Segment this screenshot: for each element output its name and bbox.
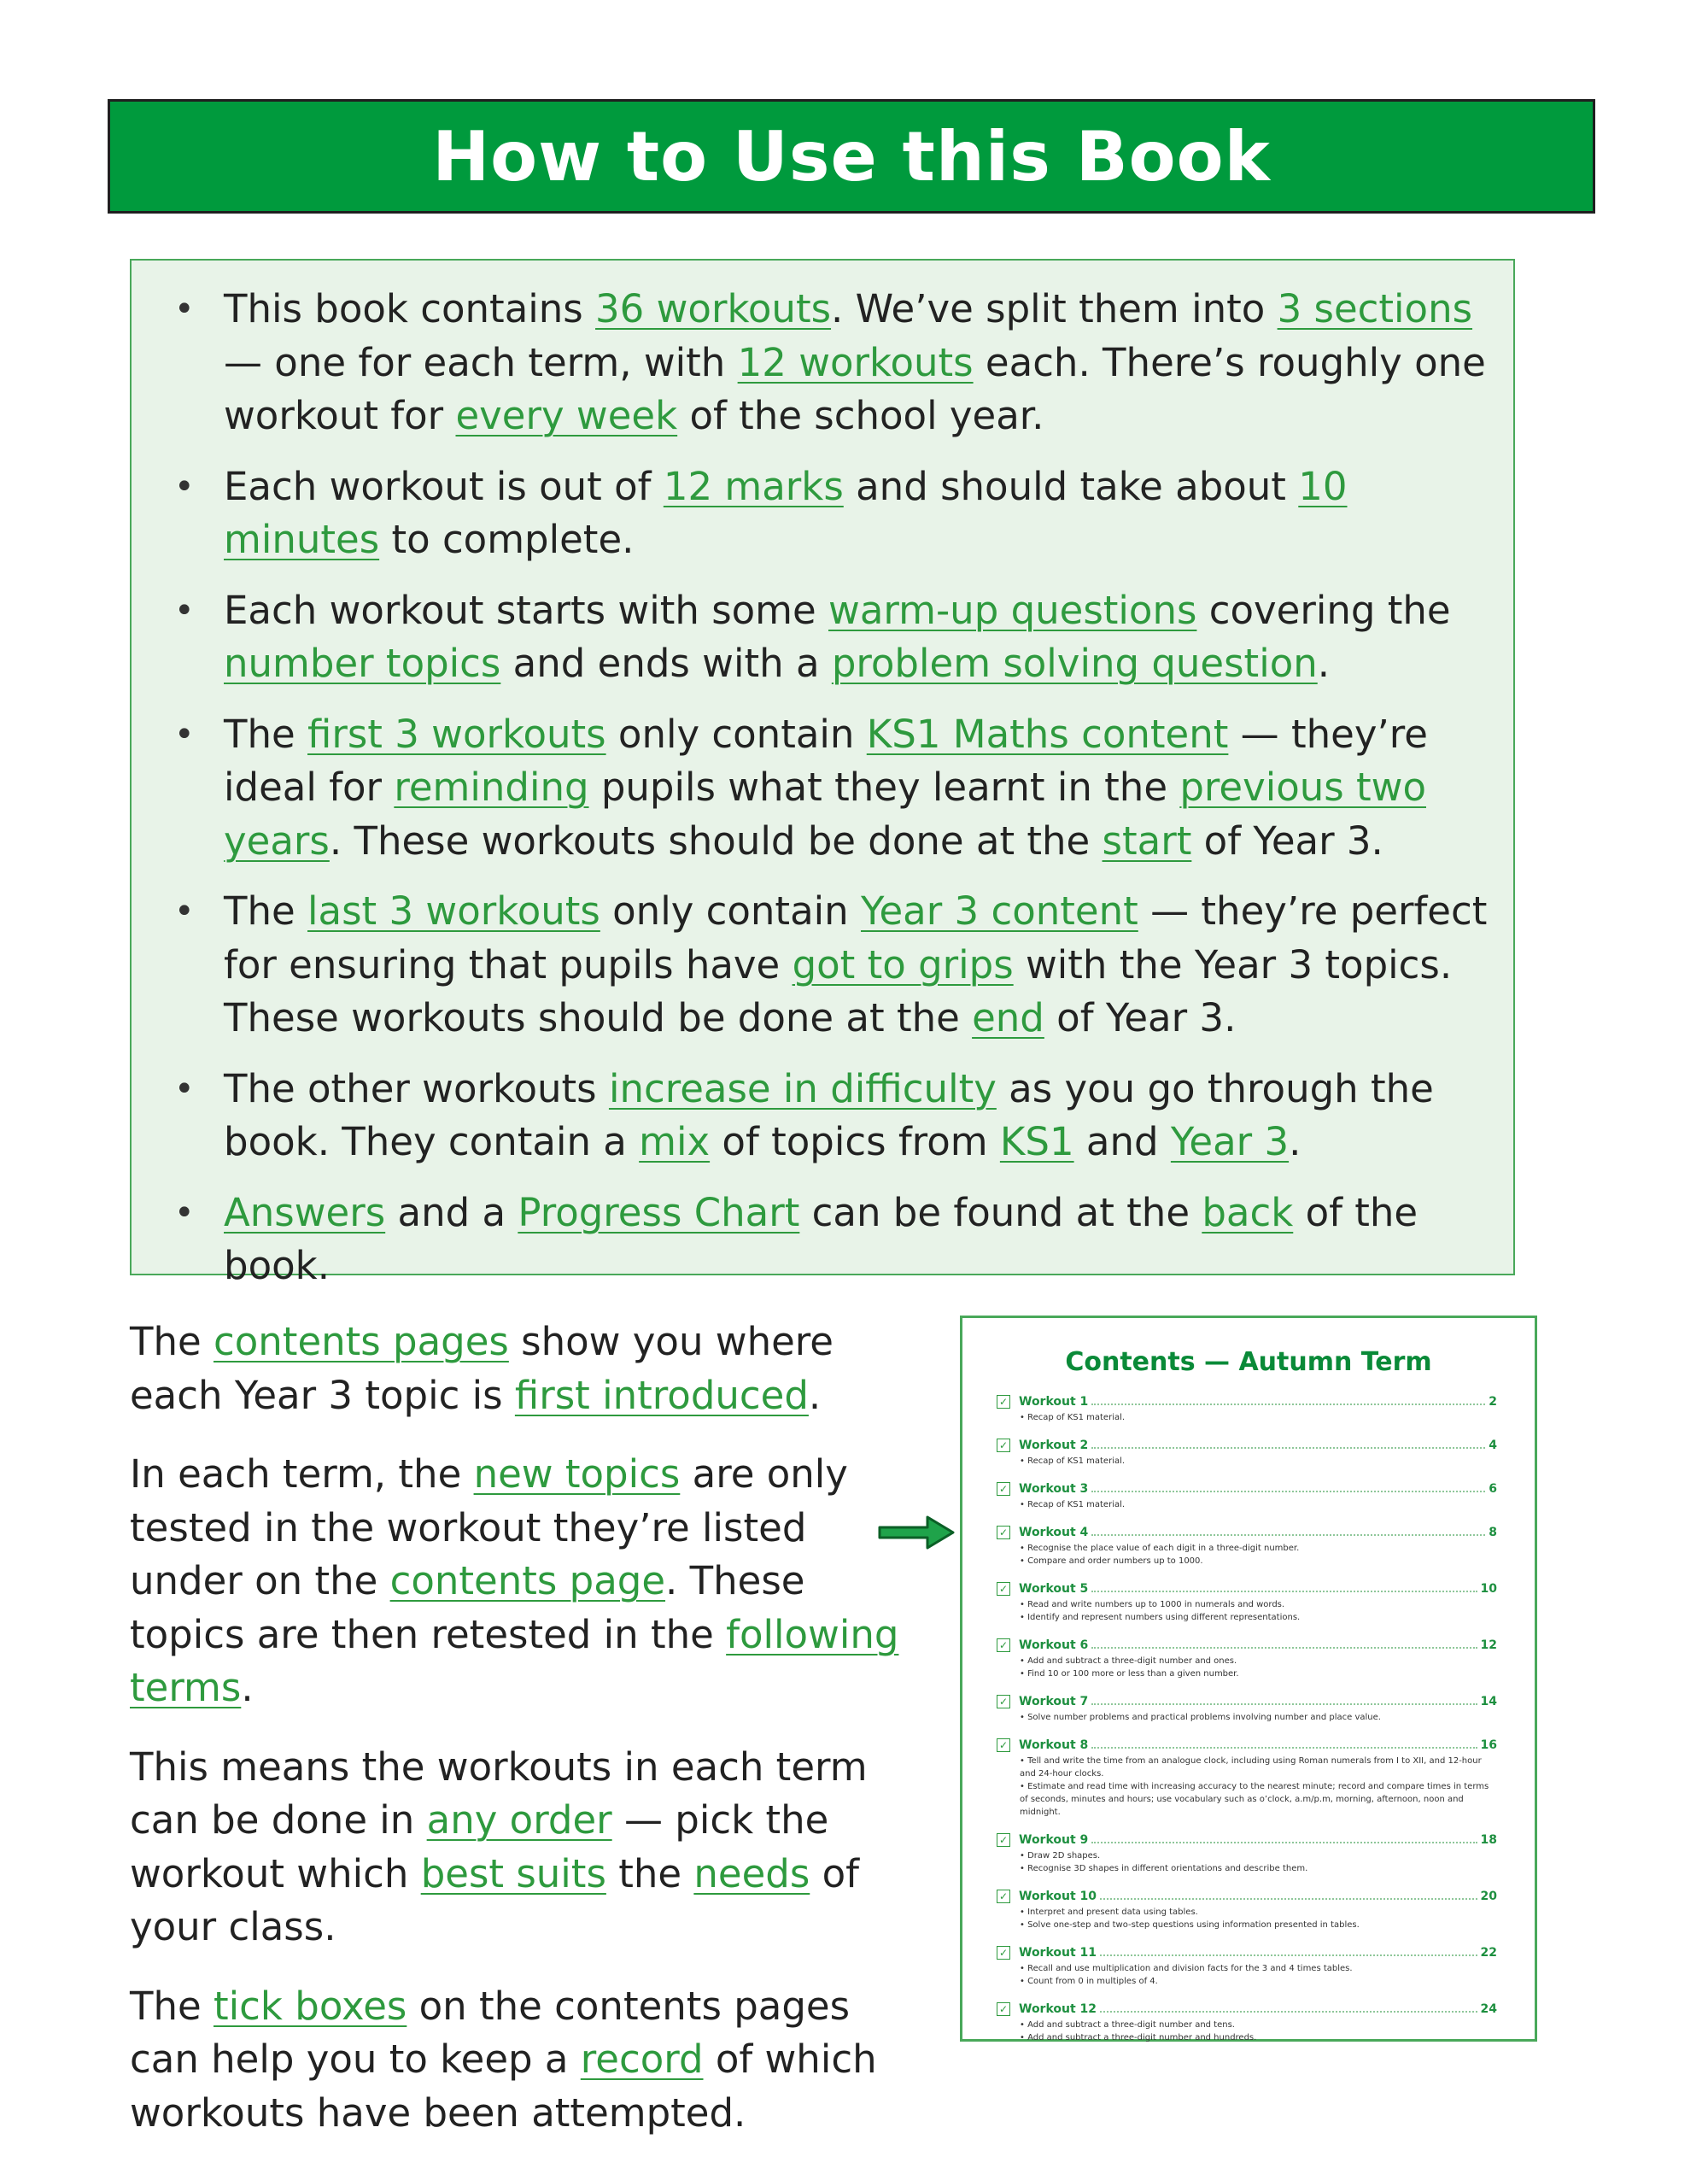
contents-entry-header xyxy=(997,1831,1497,1849)
highlighted-term: mix xyxy=(639,1119,711,1164)
highlighted-term: 36 workouts xyxy=(595,286,832,331)
tick-box-icon[interactable]: ✓ xyxy=(997,1439,1010,1452)
highlighted-term: 10 minutes xyxy=(224,463,1348,562)
text-run: of topics from xyxy=(710,1119,1000,1164)
topic-item: • Recognise the place value of each digit in a three-digit number. xyxy=(1020,1542,1497,1555)
tick-box-icon[interactable]: ✓ xyxy=(997,1638,1010,1652)
paragraph xyxy=(130,1980,924,2141)
explanation-text xyxy=(130,1316,924,2165)
bullet-icon: • xyxy=(174,714,195,754)
topic-list xyxy=(1020,2019,1497,2044)
topic-list xyxy=(1020,1849,1497,1875)
contents-entry-header xyxy=(997,1480,1497,1498)
page-number: 4 xyxy=(1489,1439,1497,1452)
highlighted-term: any order xyxy=(426,1797,612,1843)
workout-name: Workout 11 xyxy=(1019,1946,1097,1960)
workout-name: Workout 1 xyxy=(1019,1395,1089,1409)
text-run: on the contents pages can help you to keep a xyxy=(130,1983,851,2082)
text-run: Each workout is out of xyxy=(224,463,664,509)
highlighted-term: Year 3 xyxy=(1170,1119,1290,1164)
highlighted-term: Year 3 content xyxy=(860,888,1138,934)
highlighted-term: got to grips xyxy=(792,941,1014,987)
contents-entry xyxy=(997,1692,1497,1724)
workout-name: Workout 2 xyxy=(1019,1439,1089,1452)
workout-list xyxy=(962,1392,1535,2044)
highlighted-term: previous two years xyxy=(224,765,1426,864)
contents-entry-header xyxy=(997,2000,1497,2019)
contents-entry-header xyxy=(997,1579,1497,1598)
workout-name: Workout 5 xyxy=(1019,1582,1089,1596)
page-number: 6 xyxy=(1489,1482,1497,1496)
dot-leader xyxy=(1100,1898,1477,1900)
paragraph xyxy=(130,1448,924,1715)
topic-item: • Solve one-step and two-step questions using information presented in tables. xyxy=(1020,1919,1497,1931)
text-run: covering the xyxy=(1196,587,1451,633)
highlighted-term: number topics xyxy=(224,641,501,686)
tick-box-icon[interactable]: ✓ xyxy=(997,1482,1010,1496)
page-number: 16 xyxy=(1480,1738,1497,1752)
contents-entry xyxy=(997,1887,1497,1931)
highlighted-term: first introduced xyxy=(514,1372,809,1418)
tick-box-icon[interactable]: ✓ xyxy=(997,1890,1010,1903)
page-number: 20 xyxy=(1480,1890,1497,1903)
topic-list xyxy=(1020,1711,1497,1724)
text-run: The xyxy=(224,711,307,757)
text-run: . These topics are then retested in the xyxy=(130,1558,805,1657)
text-run: the xyxy=(605,1850,694,1896)
page-number: 10 xyxy=(1480,1582,1497,1596)
topic-item: • Add and subtract a three-digit number and ones. xyxy=(1020,1655,1497,1667)
workout-name: Workout 3 xyxy=(1019,1482,1089,1496)
bullet-icon: • xyxy=(174,466,195,507)
dot-leader xyxy=(1091,1703,1477,1705)
bullet-item xyxy=(132,1187,1513,1293)
workout-name: Workout 7 xyxy=(1019,1695,1089,1708)
text-run: The xyxy=(130,1983,214,2029)
topic-item: • Identify and represent numbers using different representations. xyxy=(1020,1611,1497,1624)
text-run: to complete. xyxy=(379,517,635,562)
topic-list xyxy=(1020,1411,1497,1424)
text-run: can be found at the xyxy=(799,1189,1202,1235)
text-run: . xyxy=(241,1665,254,1710)
highlighted-term: contents page xyxy=(389,1558,666,1603)
tick-box-icon[interactable]: ✓ xyxy=(997,1738,1010,1752)
text-run: and xyxy=(1073,1119,1171,1164)
workout-name: Workout 4 xyxy=(1019,1526,1089,1539)
tick-box-icon[interactable]: ✓ xyxy=(997,1526,1010,1539)
highlighted-term: start xyxy=(1102,818,1192,864)
dot-leader xyxy=(1091,1404,1485,1405)
dot-leader xyxy=(1091,1842,1477,1843)
text-run: The xyxy=(130,1319,214,1364)
text-run: . We’ve split them into xyxy=(831,286,1278,331)
title-banner xyxy=(108,99,1595,214)
contents-title: Contents — Autumn Term xyxy=(1065,1347,1432,1377)
highlighted-term: KS1 Maths content xyxy=(866,711,1229,757)
tick-box-icon[interactable]: ✓ xyxy=(997,2002,1010,2016)
contents-entry xyxy=(997,1943,1497,1988)
topic-list xyxy=(1020,1598,1497,1624)
contents-entry xyxy=(997,1636,1497,1680)
contents-entry-header xyxy=(997,1436,1497,1455)
highlighted-term: end xyxy=(972,995,1044,1040)
topic-list xyxy=(1020,1906,1497,1931)
text-run: . These workouts should be done at the xyxy=(329,818,1103,864)
highlighted-term: warm-up questions xyxy=(828,587,1197,633)
topic-list xyxy=(1020,1498,1497,1511)
highlighted-term: every week xyxy=(455,393,678,438)
info-box xyxy=(130,259,1515,1288)
topic-item: • Estimate and read time with increasing accuracy to the nearest minute; record and compare times in terms of seconds, minutes and hours; use vocabulary such as o’clock, a.m/p.m, morning, afternoon, noon and midnight. xyxy=(1020,1780,1497,1819)
bullet-icon: • xyxy=(174,1069,195,1109)
topic-list xyxy=(1020,1655,1497,1680)
contents-entry xyxy=(997,1392,1497,1424)
text-run: Each workout starts with some xyxy=(224,587,829,633)
contents-entry xyxy=(997,1523,1497,1568)
topic-item: • Read and write numbers up to 1000 in numerals and words. xyxy=(1020,1598,1497,1611)
highlighted-term: 12 marks xyxy=(663,463,844,509)
highlighted-term: new topics xyxy=(473,1451,681,1497)
text-run: pupils what they learnt in the xyxy=(588,765,1180,810)
contents-entry-header xyxy=(997,1523,1497,1542)
topic-item: • Solve number problems and practical problems involving number and place value. xyxy=(1020,1711,1497,1724)
page-number: 22 xyxy=(1480,1946,1497,1960)
topic-item: • Recall and use multiplication and division facts for the 3 and 4 times tables. xyxy=(1020,1962,1497,1975)
contents-entry xyxy=(997,1736,1497,1819)
highlighted-term: tick boxes xyxy=(214,1983,407,2029)
bullet-icon: • xyxy=(174,892,195,931)
contents-entry-header xyxy=(997,1736,1497,1755)
paragraph xyxy=(130,1741,924,1954)
tick-box-icon[interactable]: ✓ xyxy=(997,1946,1010,1960)
highlighted-term: best suits xyxy=(420,1850,606,1896)
dot-leader xyxy=(1100,1954,1477,1956)
highlighted-term: first 3 workouts xyxy=(307,711,606,757)
bullet-item xyxy=(132,1063,1513,1169)
text-run: — one for each term, with xyxy=(224,339,738,385)
text-run: This book contains xyxy=(224,286,596,331)
highlighted-term: problem solving question xyxy=(831,641,1318,686)
highlighted-term: increase in difficulty xyxy=(608,1065,997,1111)
highlighted-term: 3 sections xyxy=(1277,286,1473,331)
highlighted-term: reminding xyxy=(394,765,589,810)
page-number: 18 xyxy=(1480,1833,1497,1847)
text-run: — they’re perfect for ensuring that pupils have xyxy=(224,888,1488,987)
dot-leader xyxy=(1091,1647,1477,1649)
dot-leader xyxy=(1091,1747,1477,1749)
topic-item: • Recap of KS1 material. xyxy=(1020,1411,1497,1424)
topic-list xyxy=(1020,1962,1497,1988)
topic-list xyxy=(1020,1455,1497,1468)
page-number: 8 xyxy=(1489,1526,1497,1539)
workout-name: Workout 9 xyxy=(1019,1833,1089,1847)
contents-entry xyxy=(997,1831,1497,1875)
text-run: This means the workouts in each term can be done in xyxy=(130,1743,868,1843)
contents-entry xyxy=(997,1579,1497,1624)
bullet-item xyxy=(132,283,1513,443)
text-run: of Year 3. xyxy=(1044,995,1237,1040)
bullet-item xyxy=(132,460,1513,567)
contents-entry xyxy=(997,2000,1497,2044)
text-run: — pick the workout which xyxy=(130,1797,829,1896)
highlighted-term: back xyxy=(1202,1189,1294,1235)
dot-leader xyxy=(1091,1591,1477,1592)
dot-leader xyxy=(1091,1491,1485,1492)
topic-item: • Draw 2D shapes. xyxy=(1020,1849,1497,1862)
page-number: 12 xyxy=(1480,1638,1497,1652)
page-number: 2 xyxy=(1489,1395,1497,1409)
text-run: each. There’s roughly one workout for xyxy=(224,339,1486,438)
topic-item: • Count from 0 in multiples of 4. xyxy=(1020,1975,1497,1988)
text-run: of the school year. xyxy=(677,393,1044,438)
arrow-right-icon xyxy=(878,1514,956,1551)
page-number: 24 xyxy=(1480,2002,1497,2016)
text-run: . xyxy=(1317,641,1331,686)
workout-name: Workout 8 xyxy=(1019,1738,1089,1752)
contents-entry-header xyxy=(997,1392,1497,1411)
bullet-icon: • xyxy=(174,1193,195,1233)
text-run: . xyxy=(808,1372,822,1418)
text-run: of the book. xyxy=(224,1189,1418,1288)
highlighted-term: Answers xyxy=(224,1189,386,1235)
tick-box-icon[interactable]: ✓ xyxy=(997,1395,1010,1409)
topic-item: • Recap of KS1 material. xyxy=(1020,1455,1497,1468)
topic-item: • Recognise 3D shapes in different orientations and describe them. xyxy=(1020,1862,1497,1875)
text-run: The xyxy=(224,888,307,934)
contents-page-preview xyxy=(960,1316,1537,2042)
topic-item: • Recap of KS1 material. xyxy=(1020,1498,1497,1511)
text-run: — they’re ideal for xyxy=(224,711,1428,810)
dot-leader xyxy=(1100,2011,1477,2013)
highlighted-term: needs xyxy=(693,1850,810,1896)
text-run: of which workouts have been attempted. xyxy=(130,2036,877,2136)
highlighted-term: 12 workouts xyxy=(737,339,974,385)
contents-entry xyxy=(997,1480,1497,1511)
contents-entry xyxy=(997,1436,1497,1468)
topic-list xyxy=(1020,1542,1497,1568)
highlighted-term: record xyxy=(580,2036,704,2082)
highlighted-term: KS1 xyxy=(999,1119,1074,1164)
highlighted-term: following terms xyxy=(130,1611,899,1710)
highlighted-term: contents pages xyxy=(214,1319,509,1364)
highlighted-term: Progress Chart xyxy=(518,1189,800,1235)
text-run: and ends with a xyxy=(500,641,832,686)
contents-entry-header xyxy=(997,1943,1497,1962)
bullet-item xyxy=(132,584,1513,691)
workout-name: Workout 12 xyxy=(1019,2002,1097,2016)
bullet-icon: • xyxy=(174,290,195,329)
page-title: How to Use this Book xyxy=(432,116,1271,196)
text-run: The other workouts xyxy=(224,1065,609,1111)
highlighted-term: last 3 workouts xyxy=(307,888,600,934)
text-run: and should take about xyxy=(843,463,1299,509)
text-run: show you where each Year 3 topic is xyxy=(130,1319,834,1418)
text-run: with the Year 3 topics. These workouts should be done at the xyxy=(224,941,1453,1040)
workout-name: Workout 10 xyxy=(1019,1890,1097,1903)
bullet-icon: • xyxy=(174,590,195,630)
paragraph xyxy=(130,1316,924,1422)
dot-leader xyxy=(1091,1534,1485,1536)
contents-entry-header xyxy=(997,1636,1497,1655)
text-run: and a xyxy=(385,1189,518,1235)
topic-item: • Tell and write the time from an analogue clock, including using Roman numerals from I to XII, and 12-hour and 24-hour clocks. xyxy=(1020,1755,1497,1780)
topic-list xyxy=(1020,1755,1497,1819)
text-run: are only tested in the workout they’re listed under on the xyxy=(130,1451,848,1603)
bullet-list xyxy=(132,261,1513,1293)
topic-item: • Add and subtract a three-digit number and tens. xyxy=(1020,2019,1497,2031)
text-run: . xyxy=(1289,1119,1301,1164)
topic-item: • Compare and order numbers up to 1000. xyxy=(1020,1555,1497,1568)
contents-entry-header xyxy=(997,1887,1497,1906)
bullet-item xyxy=(132,885,1513,1046)
page-number: 14 xyxy=(1480,1695,1497,1708)
contents-entry-header xyxy=(997,1692,1497,1711)
text-run: only contain xyxy=(600,888,861,934)
dot-leader xyxy=(1091,1447,1485,1449)
text-run: of Year 3. xyxy=(1191,818,1383,864)
bullet-item xyxy=(132,708,1513,869)
tick-box-icon[interactable]: ✓ xyxy=(997,1833,1010,1847)
topic-item: • Find 10 or 100 more or less than a given number. xyxy=(1020,1667,1497,1680)
text-run: only contain xyxy=(605,711,867,757)
text-run: of your class. xyxy=(130,1850,859,1949)
tick-box-icon[interactable]: ✓ xyxy=(997,1695,1010,1708)
topic-item: • Interpret and present data using tables. xyxy=(1020,1906,1497,1919)
text-run: as you go through the book. They contain a xyxy=(224,1065,1434,1164)
tick-box-icon[interactable]: ✓ xyxy=(997,1582,1010,1596)
workout-name: Workout 6 xyxy=(1019,1638,1089,1652)
text-run: In each term, the xyxy=(130,1451,474,1497)
topic-item: • Add and subtract a three-digit number and hundreds. xyxy=(1020,2031,1497,2044)
